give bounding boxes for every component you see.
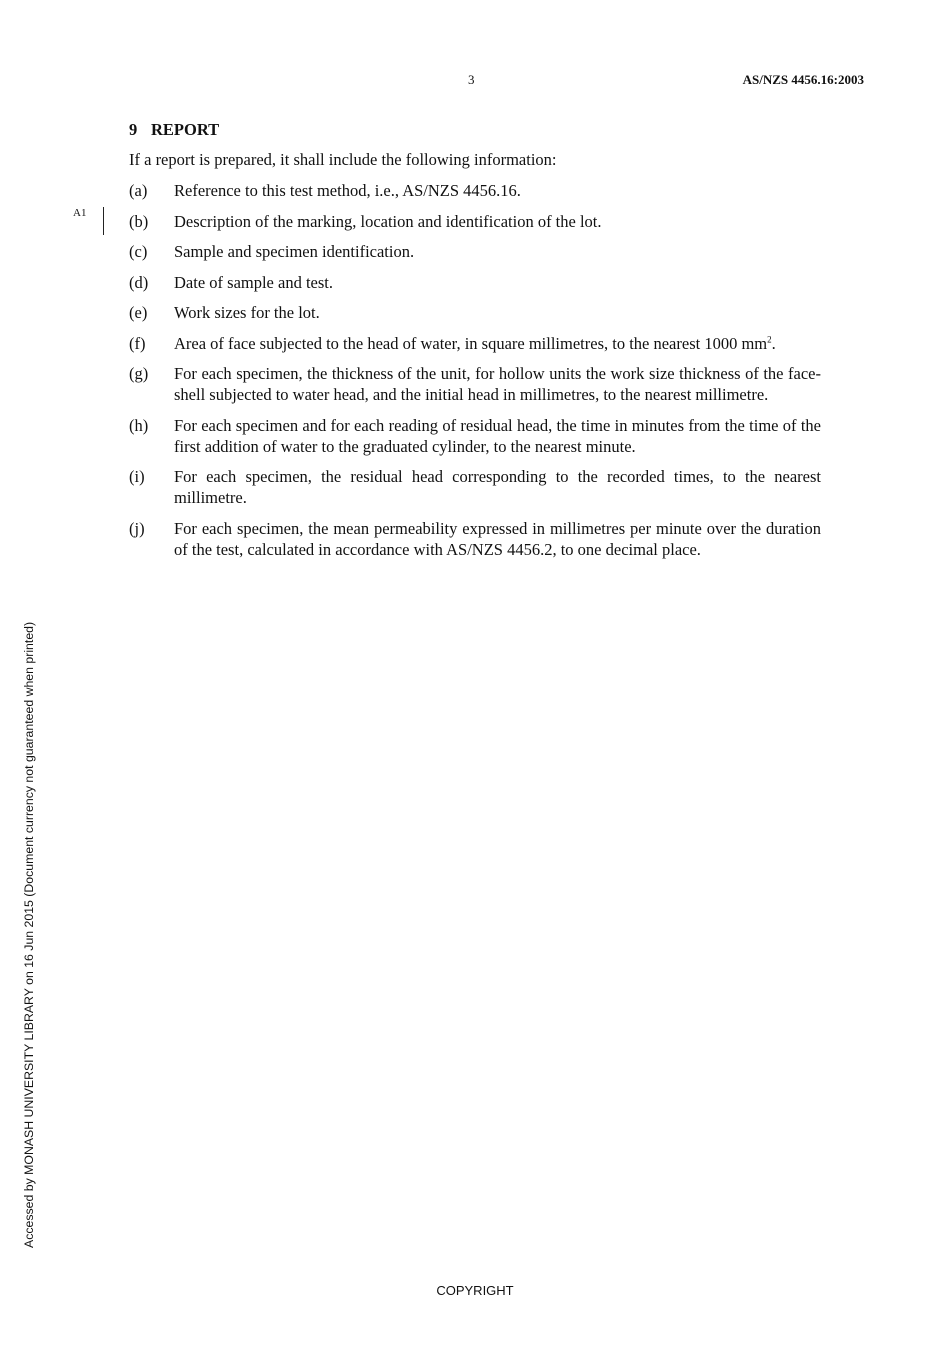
item-text: For each specimen, the residual head corresponding to the recorded times, to the nearest millimetre. (174, 467, 821, 507)
access-side-note: Accessed by MONASH UNIVERSITY LIBRARY on 16 Jun 2015 (Document currency not guaranteed when printed) (22, 621, 36, 1248)
item-text (174, 333, 821, 354)
item-text: For each specimen and for each reading of residual head, the time in minutes from the time of the first addition of water to the graduated cylinder, to the nearest minute. (174, 415, 821, 456)
list-item (129, 272, 821, 293)
section-intro: If a report is prepared, it shall include the following information: (129, 150, 557, 169)
item-label: (b) (129, 211, 149, 231)
section-number: 9 (129, 120, 138, 139)
item-label: (f) (129, 333, 146, 353)
list-item (129, 363, 821, 405)
item-label: (a) (129, 181, 148, 200)
amendment-bar (103, 207, 104, 235)
report-items-list (129, 180, 821, 569)
item-text: For each specimen, the mean permeability expressed in millimetres per minute over the duration of the test, calculated in accordance with AS/NZS 4456.2, to one decimal place. (174, 518, 821, 559)
standard-id: AS/NZS 4456.16:2003 (742, 72, 864, 87)
item-label: (e) (129, 303, 148, 322)
list-item (129, 180, 821, 201)
section-heading (129, 120, 219, 140)
item-superscript: 2 (767, 334, 772, 344)
list-item (129, 466, 821, 508)
list-item (129, 211, 821, 232)
item-label: (h) (129, 415, 149, 435)
item-text: Date of sample and test. (174, 272, 333, 292)
item-text: Sample and specimen identification. (174, 242, 415, 261)
item-text: Description of the marking, location and identification of the lot. (174, 211, 602, 231)
item-label: (j) (129, 518, 145, 538)
list-item (129, 241, 821, 262)
item-label: (i) (129, 467, 145, 486)
item-label: (g) (129, 364, 149, 383)
item-text: For each specimen, the thickness of the unit, for hollow units the work size thickness of the face-shell subjected to water head, and the initial head in millimetres, to the nearest millimetre. (174, 364, 821, 404)
list-item (129, 415, 821, 457)
item-text: Reference to this test method, i.e., AS/NZS 4456.16. (174, 181, 521, 200)
amendment-marker: A1 (73, 207, 87, 219)
item-label: (d) (129, 272, 149, 292)
item-label: (c) (129, 242, 148, 261)
item-text-main: Area of face subjected to the head of water, in square millimetres, to the nearest 1000 mm (174, 333, 768, 353)
list-item (129, 333, 821, 354)
list-item (129, 518, 821, 560)
item-text: Work sizes for the lot. (174, 303, 320, 322)
item-text-suffix: . (771, 333, 776, 353)
section-title: REPORT (151, 120, 220, 139)
list-item (129, 302, 821, 323)
copyright-footer: COPYRIGHT (436, 1283, 514, 1298)
page-number: 3 (468, 72, 475, 87)
